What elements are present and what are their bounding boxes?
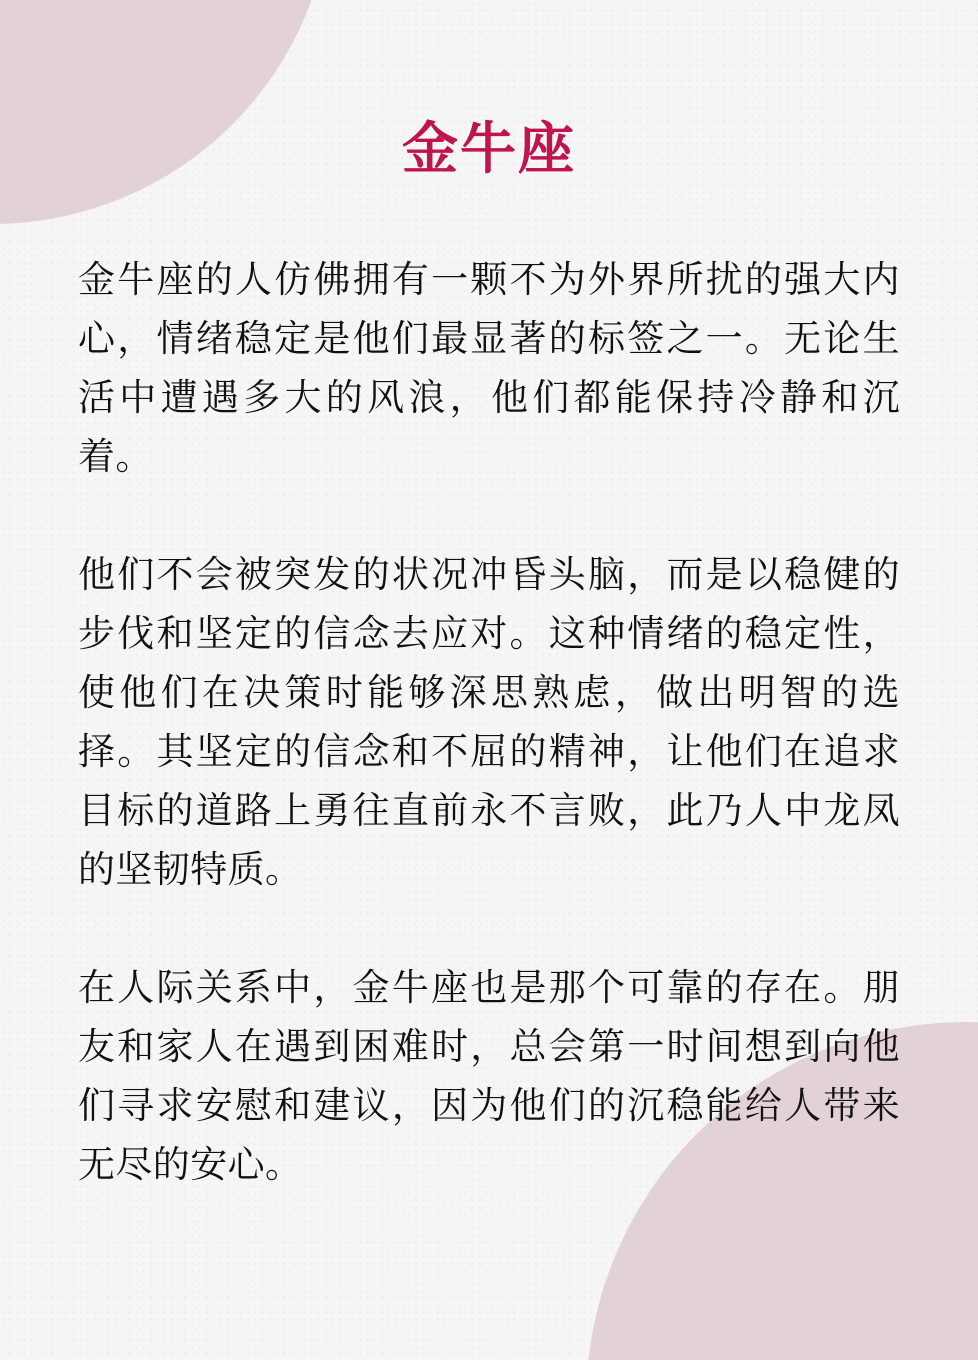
page-title: 金牛座 [402, 117, 576, 182]
paragraph-1: 金牛座的人仿佛拥有一颗不为外界所扰的强大内心，情绪稳定是他们最显著的标签之一。无论生活中遭遇多大的风浪，他们都能保持冷静和沉着。 [78, 258, 900, 478]
paragraph-2: 他们不会被突发的状况冲昏头脑，而是以稳健的步伐和坚定的信念去应对。这种情绪的稳定性，使他们在决策时能够深思熟虑，做出明智的选择。其坚定的信念和不屈的精神，让他们在追求目标的道路上勇往直前永不言败，此乃人中龙凤的坚韧特质。 [78, 553, 900, 891]
article-content [78, 110, 900, 1194]
paragraph-3: 在人际关系中，金牛座也是那个可靠的存在。朋友和家人在遇到困难时，总会第一时间想到向他们寻求安慰和建议，因为他们的沉稳能给人带来无尽的安心。 [78, 966, 900, 1186]
